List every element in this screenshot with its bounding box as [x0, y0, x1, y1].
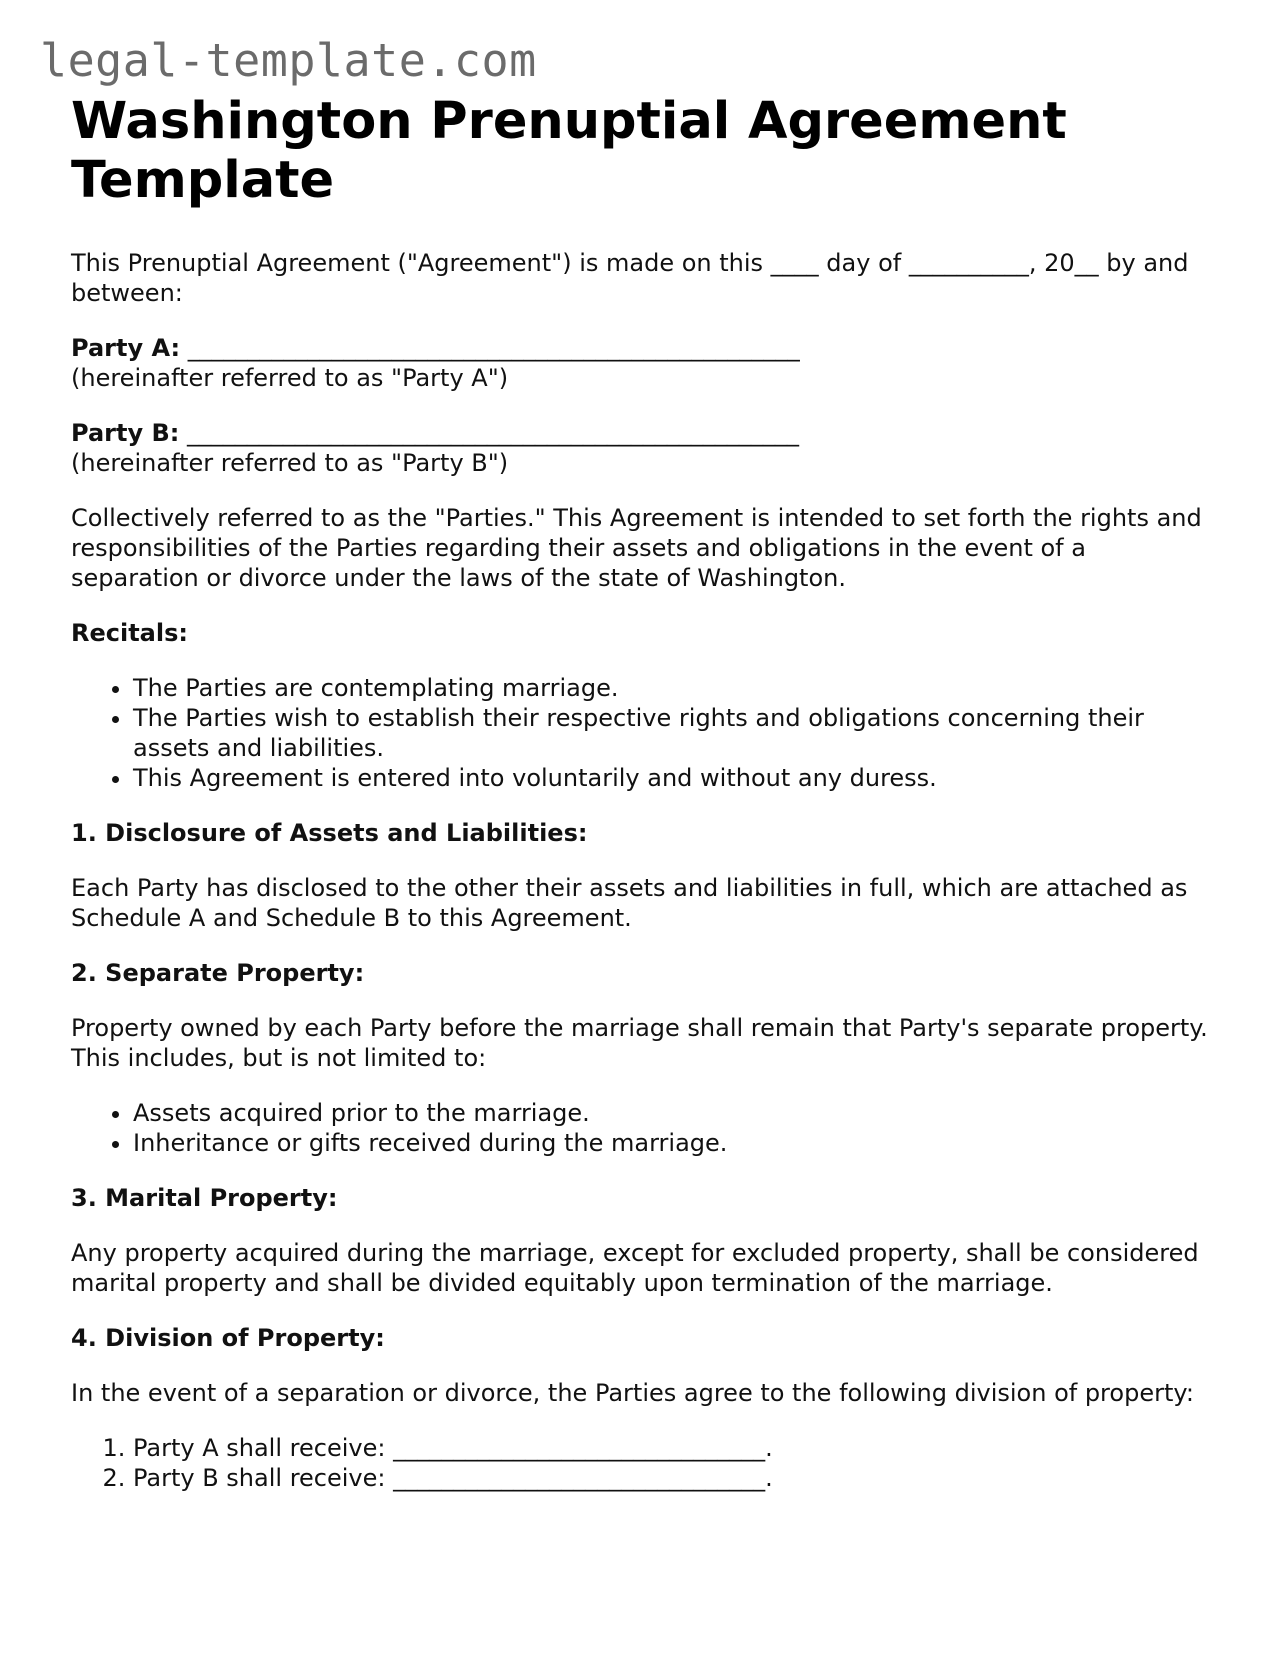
division-paragraph: In the event of a separation or divorce, the Parties agree to the following division of property:: [71, 1379, 1194, 1407]
list-item: • The Parties wish to establish their respective rights and obligations concerning their assets and liabilities.: [133, 703, 1211, 763]
disclosure-heading: 1. Disclosure of Assets and Liabilities:: [71, 819, 588, 847]
list-item: 1. Party A shall receive: _______________________________.: [133, 1433, 1211, 1463]
document-title: Washington Prenuptial Agreement Template: [71, 92, 1067, 210]
party-b-block: [71, 418, 1211, 478]
watermark: legal-template.com: [40, 34, 537, 87]
list-item: • The Parties are contemplating marriage.: [133, 673, 1211, 703]
list-item: 2. Party B shall receive: _______________________________.: [133, 1463, 1211, 1493]
party-b-note: (hereinafter referred to as "Party B"): [71, 449, 509, 477]
separate-property-paragraph: Property owned by each Party before the marriage shall remain that Party's separate property. This includes, but is not limited to:: [71, 1014, 1208, 1072]
party-b-blank: ___________________________________________________: [179, 419, 799, 447]
marital-property-paragraph: Any property acquired during the marriage, except for excluded property, shall be considered marital property and shall be divided equitably upon termination of the marriage.: [71, 1239, 1199, 1297]
recitals-heading: Recitals:: [71, 619, 188, 647]
party-a-note: (hereinafter referred to as "Party A"): [71, 364, 509, 392]
list-item: • Assets acquired prior to the marriage.: [133, 1098, 1211, 1128]
party-a-label: Party A:: [71, 334, 181, 362]
party-a-blank: ___________________________________________________: [180, 334, 800, 362]
separate-property-list: [71, 1098, 1211, 1158]
document-page: [71, 92, 1211, 1493]
separate-property-heading: 2. Separate Property:: [71, 959, 365, 987]
division-list: [71, 1433, 1211, 1493]
division-heading: 4. Division of Property:: [71, 1324, 385, 1352]
collective-paragraph: Collectively referred to as the "Parties." This Agreement is intended to set forth the rights and responsibilities of the Parties regarding their assets and obligations in the event of a separation or divorce under the laws of the state of Washington.: [71, 504, 1202, 592]
disclosure-paragraph: Each Party has disclosed to the other their assets and liabilities in full, which are attached as Schedule A and Schedule B to this Agreement.: [71, 874, 1188, 932]
list-item: • Inheritance or gifts received during the marriage.: [133, 1128, 1211, 1158]
marital-property-heading: 3. Marital Property:: [71, 1184, 338, 1212]
intro-paragraph: This Prenuptial Agreement ("Agreement") is made on this ____ day of __________, 20__ by and between:: [71, 249, 1189, 307]
list-item: • This Agreement is entered into voluntarily and without any duress.: [133, 763, 1211, 793]
party-a-block: [71, 333, 1211, 393]
party-b-label: Party B:: [71, 419, 180, 447]
recitals-list: [71, 673, 1211, 793]
